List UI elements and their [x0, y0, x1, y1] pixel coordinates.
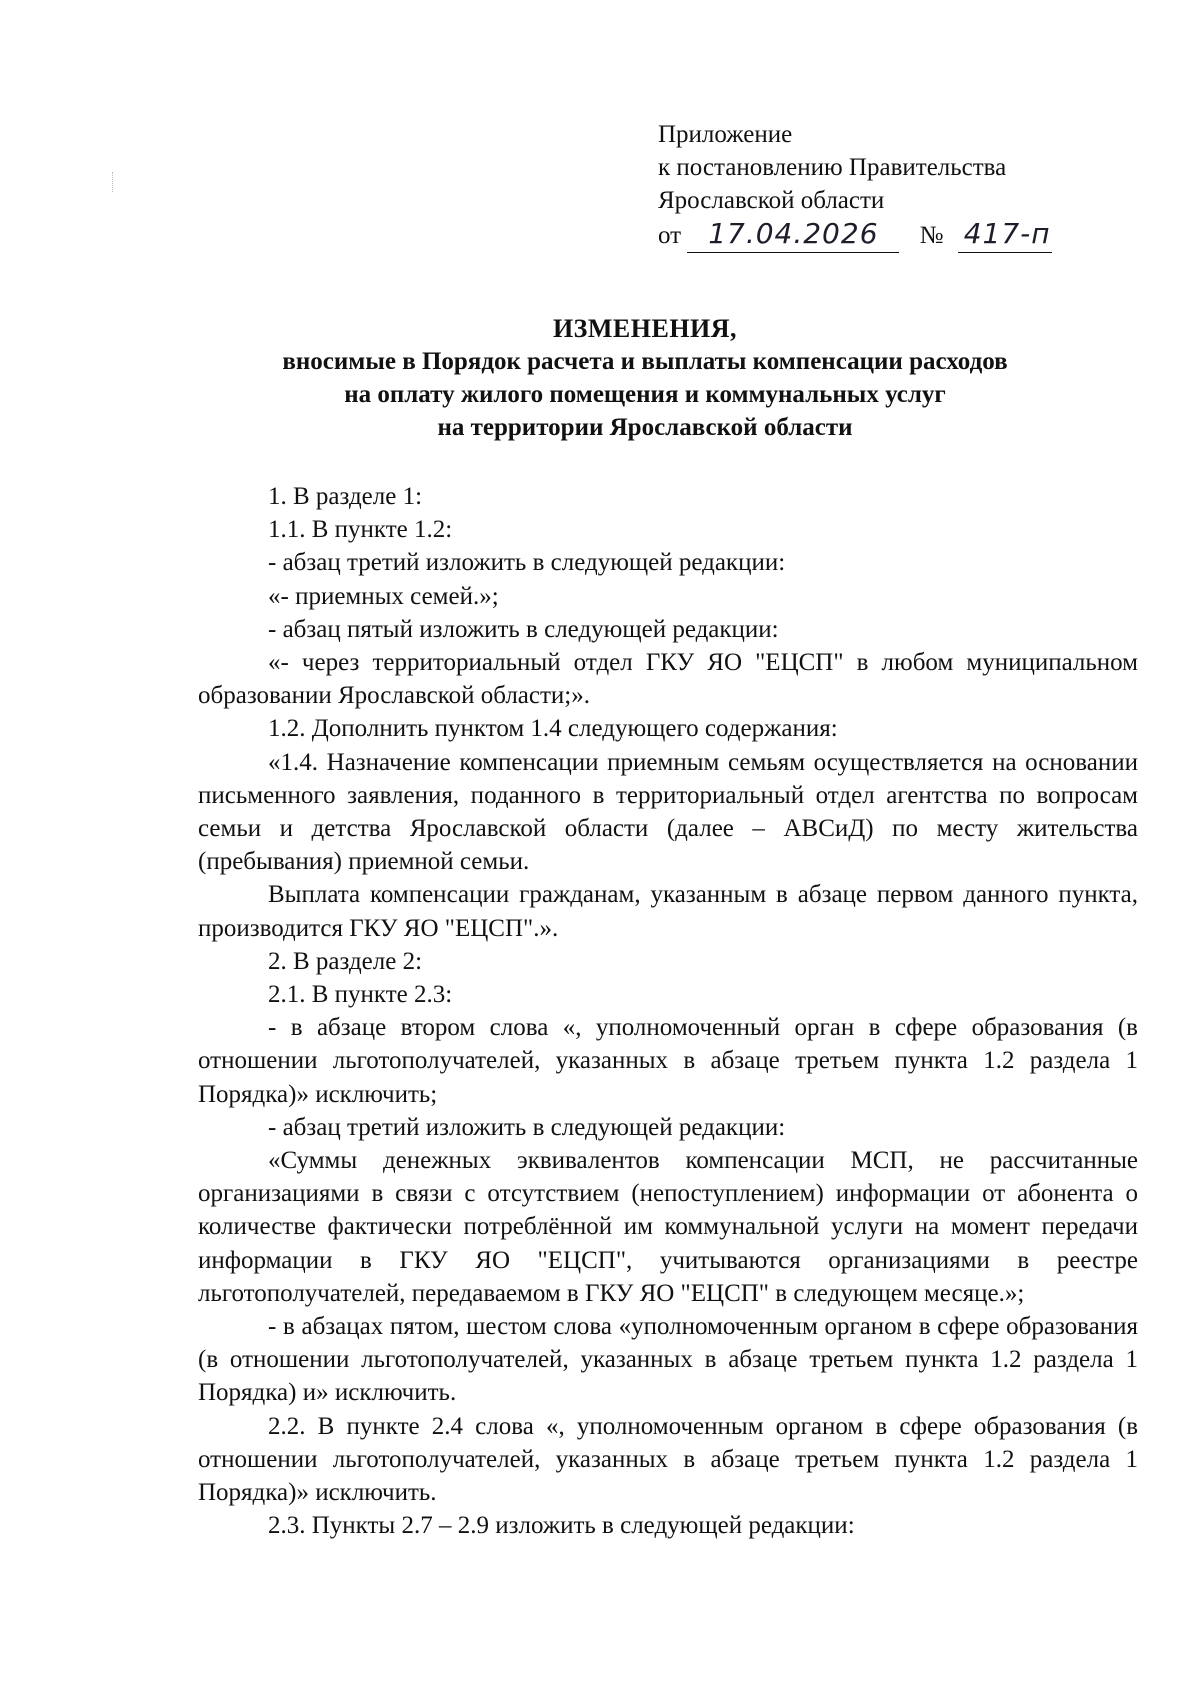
date-field [687, 217, 899, 253]
paragraph: 1.1. В пункте 1.2: [268, 516, 453, 544]
paragraph: «1.4. Назначение компенсации приемным семьям осуществляется на основании письменного заявления, поданного в территориальный отдел агентства по вопросам семьи и детства Ярославской области (далее – АВСиД) по месту жительства (пребывания) приемной семьи. [198, 748, 1138, 876]
paragraph: «Суммы денежных эквивалентов компенсации МСП, не рассчитанные организациями в связи с отсутствием (непоступлением) информации от абонента о количестве фактически потреблённой им коммунальной услуги на момент передачи информации в ГКУ ЯО "ЕЦСП", учитываются организациями в реестре льготополучателей, передаваемом в ГКУ ЯО "ЕЦСП" в следующем месяце.»; [198, 1147, 1138, 1307]
paragraph: - в абзацах пятом, шестом слова «уполномоченным органом в сфере образования (в отношении льготополучателей, указанных в абзаце третьем пункта 1.2 раздела 1 Порядка) и» исключить. [198, 1313, 1138, 1407]
appendix-header [658, 118, 1052, 253]
paragraph: «- через территориальный отдел ГКУ ЯО "ЕЦСП" в любом муниципальном образовании Ярославской области;». [198, 649, 1138, 710]
title-sub-1: вносимые в Порядок расчета и выплаты компенсации расходов [282, 348, 1008, 375]
paragraph: 2. В разделе 2: [268, 947, 423, 975]
title-main: ИЗМЕНЕНИЯ, [552, 314, 738, 343]
paragraph: «- приемных семей.»; [268, 582, 499, 610]
paragraph: 2.2. В пункте 2.4 слова «, уполномоченным органом в сфере образования (в отношении льготополучателей, указанных в абзаце третьем пункта 1.2 раздела 1 Порядка)» исключить. [198, 1412, 1138, 1507]
paragraph: 2.3. Пункты 2.7 – 2.9 изложить в следующей редакции: [268, 1512, 855, 1540]
document-body [198, 480, 1138, 1543]
appendix-line-3: Ярославской области [658, 187, 885, 214]
scan-artifact [112, 172, 114, 192]
appendix-line-1: Приложение [658, 121, 793, 148]
appendix-date-number-line [658, 217, 1052, 253]
paragraph: 1.2. Дополнить пунктом 1.4 следующего содержания: [268, 715, 838, 743]
from-label: от [658, 222, 682, 249]
title-sub-3: на территории Ярославской области [437, 414, 853, 441]
paragraph: - в абзаце втором слова «, уполномоченный орган в сфере образования (в отношении льготополучателей, указанных в абзаце третьем пункта 1.2 раздела 1 Порядка)» исключить; [198, 1014, 1138, 1108]
paragraph: - абзац пятый изложить в следующей редакции: [268, 615, 779, 643]
number-label: № [919, 222, 944, 249]
number-field [958, 217, 1052, 253]
appendix-line-2: к постановлению Правительства [658, 154, 1007, 181]
paragraph: - абзац третий изложить в следующей редакции: [268, 549, 786, 577]
paragraph: 2.1. В пункте 2.3: [268, 981, 453, 1009]
handwritten-date: 17.04.2026 [708, 217, 879, 250]
title-sub-2: на оплату жилого помещения и коммунальных услуг [344, 381, 946, 408]
paragraph: - абзац третий изложить в следующей редакции: [268, 1113, 786, 1141]
handwritten-number: 417-п [963, 217, 1051, 250]
document-title [190, 312, 1100, 444]
paragraph: Выплата компенсации гражданам, указанным в абзаце первом данного пункта, производится ГКУ ЯО "ЕЦСП".». [198, 881, 1138, 942]
paragraph: 1. В разделе 1: [268, 483, 423, 510]
